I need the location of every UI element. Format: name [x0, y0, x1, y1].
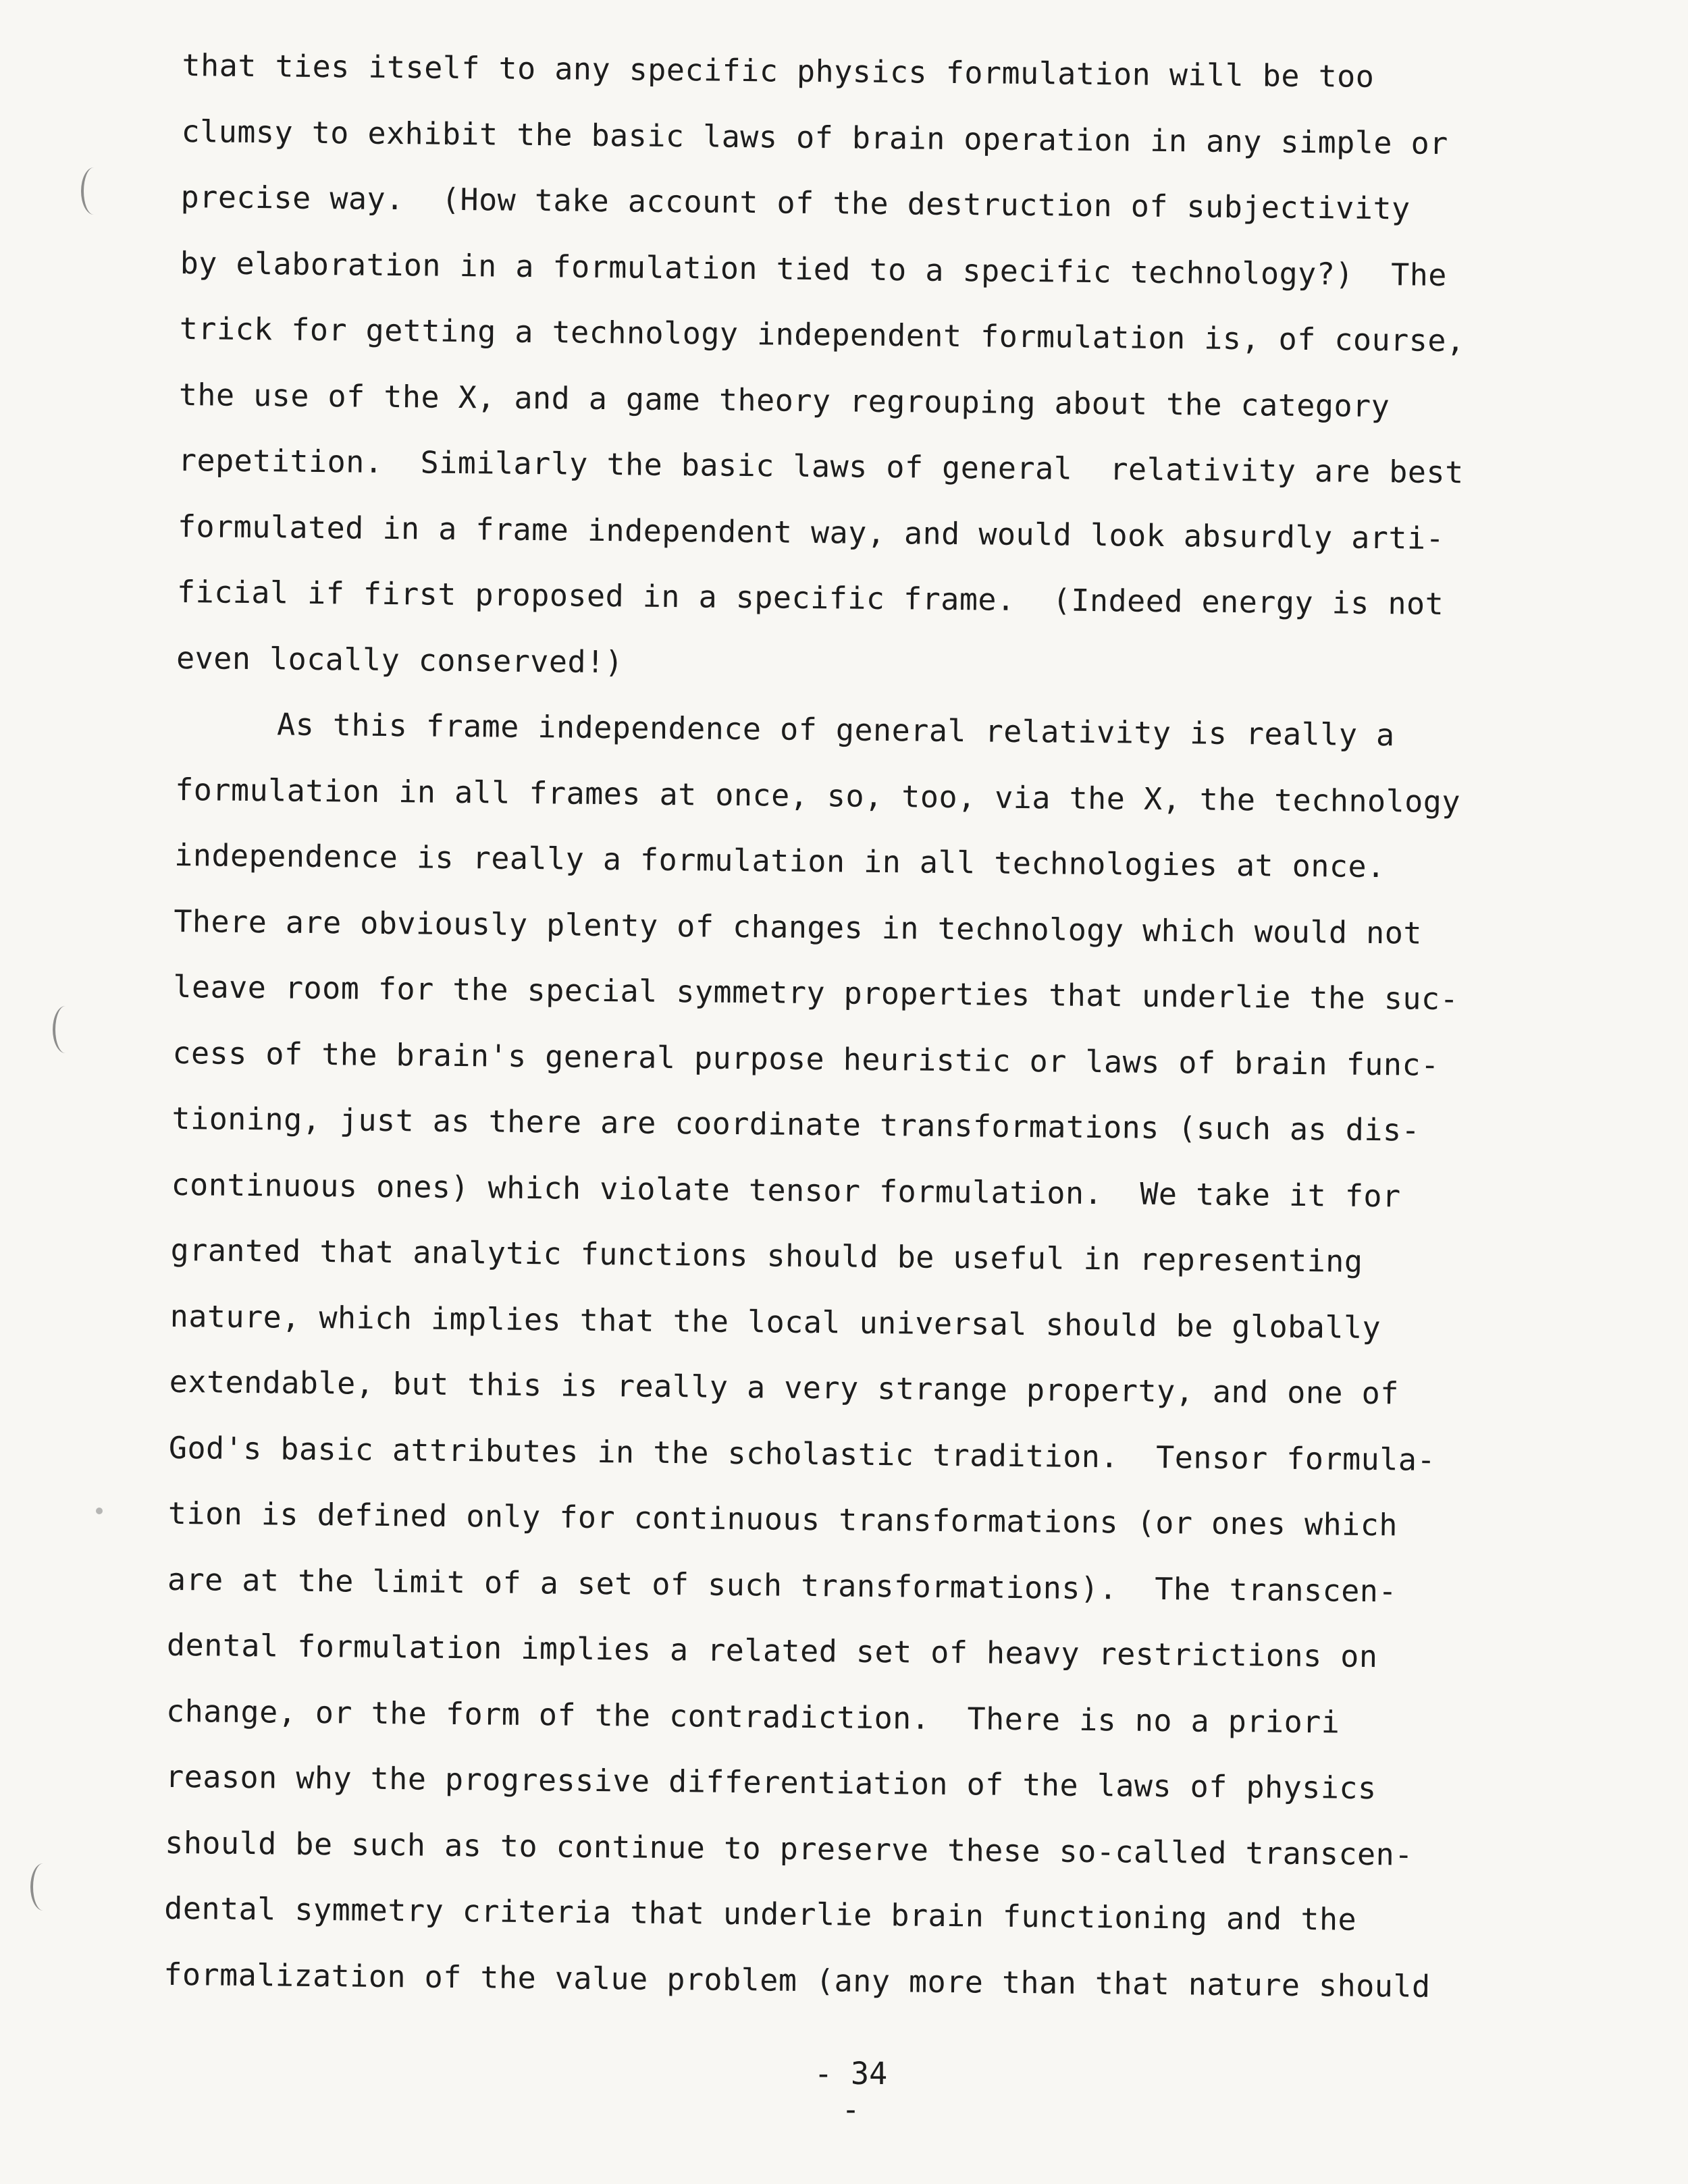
text-line: precise way. (How take account of the destruction of subjectivity: [180, 178, 1410, 227]
paragraph-first-line: As this frame independence of general relativity is really a: [276, 706, 1395, 753]
text-line: granted that analytic functions should be useful in representing: [170, 1231, 1363, 1279]
body-text: [163, 32, 1620, 2021]
text-line: There are obviously plenty of changes in technology which would not: [174, 903, 1423, 951]
text-line: continuous ones) which violate tensor formulation. We take it for: [171, 1166, 1401, 1214]
text-line: tion is defined only for continuous transformations (or ones which: [167, 1495, 1398, 1543]
text-line: that ties itself to any specific physics formulation will be too: [182, 47, 1375, 95]
text-line: independence is really a formulation in all technologies at once.: [174, 836, 1386, 885]
text-line: ficial if first proposed in a specific frame. (Indeed energy is not: [176, 573, 1444, 622]
text-line: trick for getting a technology independent formulation is, of course,: [179, 310, 1465, 359]
text-line: by elaboration in a formulation tied to a specific technology?) The: [180, 244, 1448, 293]
margin-mark-top: [81, 167, 107, 215]
text-line: tioning, just as there are coordinate transformations (such as dis-: [172, 1100, 1421, 1148]
text-line: the use of the X, and a game theory regrouping about the category: [178, 376, 1390, 424]
text-line: God's basic attributes in the scholastic tradition. Tensor formula-: [168, 1429, 1436, 1478]
text-line: formulated in a frame independent way, and would look absurdly arti-: [177, 508, 1445, 556]
text-line: cess of the brain's general purpose heuristic or laws of brain func-: [172, 1034, 1440, 1083]
text-line: leave room for the special symmetry properties that underlie the suc-: [173, 968, 1459, 1017]
text-line: should be such as to continue to preserve these so-called transcen-: [165, 1824, 1414, 1873]
page-number: - 34 -: [814, 2056, 888, 2127]
text-line: are at the limit of a set of such transformations). The transcen-: [167, 1561, 1398, 1609]
text-line: clumsy to exhibit the basic laws of brain operation in any simple or: [181, 113, 1449, 161]
text-line: reason why the progressive differentiation of the laws of physics: [165, 1758, 1377, 1807]
margin-mark-bottom: [30, 1863, 56, 1911]
paper-speck: [96, 1508, 103, 1514]
text-line: extendable, but this is really a very strange property, and one of: [169, 1363, 1400, 1412]
text-line: change, or the form of the contradiction. There is no a priori: [165, 1693, 1340, 1740]
text-line: formulation in all frames at once, so, too, via the X, the technology: [174, 771, 1461, 820]
margin-mark-middle: [53, 1006, 78, 1053]
text-line: nature, which implies that the local universal should be globally: [169, 1298, 1381, 1346]
text-line: dental formulation implies a related set of heavy restrictions on: [166, 1626, 1378, 1675]
text-line: formalization of the value problem (any more than that nature should: [163, 1956, 1431, 2004]
text-line: dental symmetry criteria that underlie brain functioning and the: [164, 1890, 1357, 1938]
text-line: repetition. Similarly the basic laws of general relativity are best: [178, 442, 1464, 491]
text-line: even locally conserved!): [176, 639, 624, 680]
